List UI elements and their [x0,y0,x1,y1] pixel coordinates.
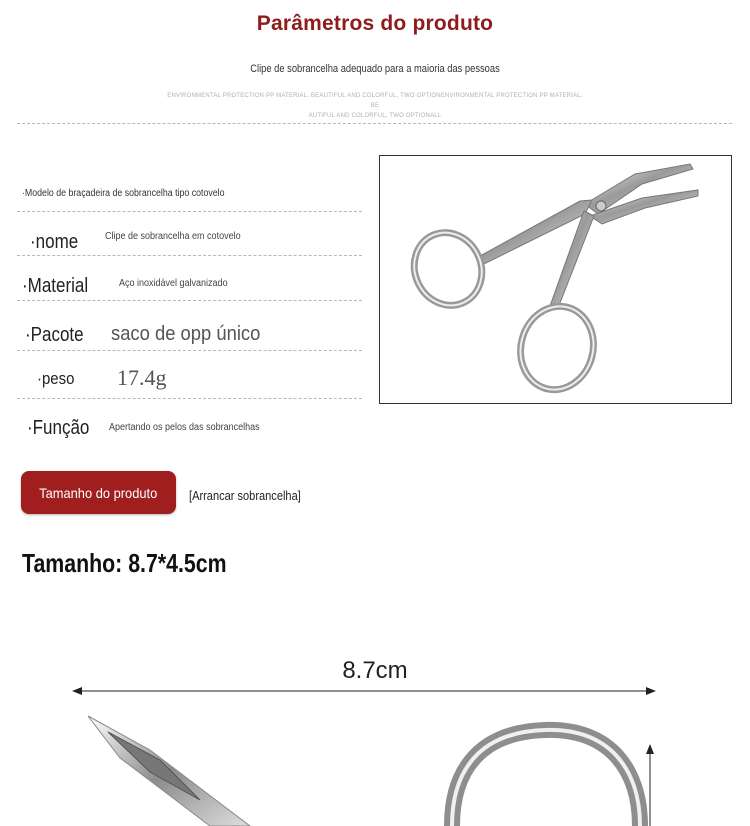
product-size-button-label: Tamanho do produto [39,484,158,501]
spec-model: ·Modelo de braçadeira de sobrancelha tipo cotovelo [22,188,225,199]
product-photo-frame [379,155,732,404]
env-line-2: AUTIFUL AND COLORFUL, TWO OPTIONALL [308,113,442,119]
spec-label-funcao: ·Função [27,417,90,439]
spec-value-pacote: saco de opp único [111,323,261,345]
spec-label-pacote: ·Pacote [25,324,84,346]
spec-label-peso: ·peso [37,369,75,388]
arrow-right-icon [646,687,656,695]
button-note: [Arrancar sobrancelha] [189,488,301,503]
page-subtitle: Clipe de sobrancelha adequado para a maioria das pessoas [250,63,500,75]
product-size-button[interactable] [21,471,176,514]
spec-value-peso: 17.4g [117,365,167,390]
spec-label-nome: ·nome [30,231,79,253]
arrow-up-icon [646,744,654,754]
spec-divider [17,255,362,256]
page-title: Parâmetros do produto [256,12,494,35]
size-text: Tamanho: 8.7*4.5cm [22,548,227,578]
tweezers-photo [380,156,731,403]
spec-value-nome: Clipe de sobrancelha em cotovelo [105,231,241,242]
env-line-1: ENVIRONMENTAL PROTECTION PP MATERIAL, BEAUTIFUL AND COLORFUL, TWO OPTIONENVIRONMENTAL PROTECTION PP MATERIAL, BE [167,93,583,109]
spec-label-material: ·Material [22,275,89,297]
tweezers-closeup-photo [0,680,750,826]
spec-divider [17,350,362,351]
spec-value-material: Aço inoxidável galvanizado [119,278,228,289]
spec-divider [17,211,362,212]
environmental-note [165,91,585,121]
dimension-label: 8.7cm [342,657,408,684]
arrow-left-icon [72,687,82,695]
header-divider [17,123,732,124]
spec-divider [17,300,362,301]
spec-value-funcao: Apertando os pelos das sobrancelhas [109,422,260,433]
spec-divider [17,398,362,399]
